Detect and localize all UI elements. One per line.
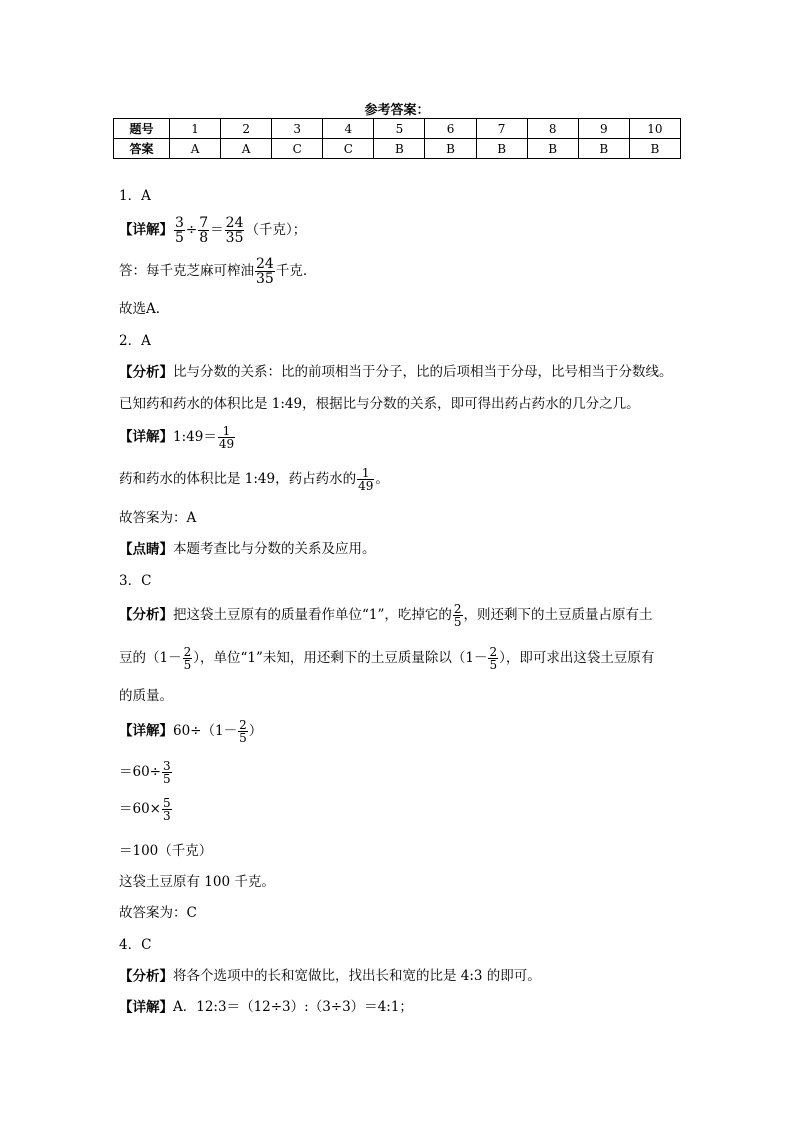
analysis-tag: 【分析】 (119, 364, 173, 381)
operator: ÷ (185, 221, 198, 238)
row-label-answer: 答案 (114, 139, 170, 159)
answer-row (114, 139, 681, 159)
table-cell: 1 (170, 119, 221, 139)
table-cell: 5 (374, 119, 425, 139)
numerator: 24 (225, 215, 244, 231)
q3-heading: 3．C (119, 573, 152, 589)
fraction (198, 216, 209, 245)
numerator: 3 (175, 215, 184, 231)
table-cell: A (170, 139, 221, 159)
numerator: 24 (256, 256, 274, 272)
text: 本题考查比与分数的关系及应用。 (173, 541, 376, 557)
numerator: 5 (163, 796, 171, 810)
table-cell: 6 (425, 119, 476, 139)
text: 1:49＝ (173, 428, 217, 445)
q3-analysis-1 (119, 603, 653, 628)
detail-tag: 【详解】 (119, 429, 173, 445)
table-cell: 8 (527, 119, 578, 139)
q3-detail-1 (119, 719, 262, 744)
denominator: 5 (183, 658, 192, 672)
text: 60÷（1－ (173, 722, 238, 739)
denominator: 49 (218, 437, 235, 451)
answer-key-title: 参考答案： (364, 103, 430, 118)
fraction (238, 719, 248, 744)
denominator: 35 (256, 271, 274, 287)
text: 豆的（1－ (119, 649, 182, 666)
detail-tag: 【详解】 (119, 222, 173, 238)
fraction (162, 797, 172, 822)
table-cell: B (476, 139, 527, 159)
denominator: 5 (239, 731, 247, 745)
text: ） (248, 722, 263, 739)
fraction (488, 646, 498, 671)
q3-detail-4: ＝100（千克） (119, 843, 213, 859)
q4-analysis (119, 970, 541, 984)
denominator: 8 (199, 230, 209, 246)
numerator: 2 (183, 645, 192, 659)
comment-tag: 【点睛】 (119, 541, 173, 558)
unit-text: （千克）； (245, 221, 307, 238)
numerator: 2 (453, 602, 462, 616)
detail-tag: 【详解】 (119, 999, 173, 1016)
numerator: 7 (199, 215, 209, 231)
numerator: 2 (239, 718, 247, 732)
q2-analysis-1 (119, 366, 673, 380)
text: 千克． (275, 262, 317, 279)
text: 答：每千克芝麻可榨油 (119, 262, 254, 279)
question-number-row (114, 119, 681, 139)
text: ＝60÷ (119, 763, 161, 780)
q3-analysis-3: 的质量。 (119, 688, 173, 704)
q3-conclusion: 这袋土豆原有 100 千克。 (119, 874, 275, 890)
q2-analysis-2: 已知药和药水的体积比是 1:49，根据比与分数的关系，即可得出药占药水的几分之几。 (119, 396, 640, 412)
table-cell: B (374, 139, 425, 159)
q3-detail-3 (119, 797, 173, 822)
equals-sign: ＝ (210, 221, 224, 238)
denominator: 5 (175, 230, 184, 246)
denominator: 5 (453, 615, 462, 629)
q2-detail (119, 425, 236, 450)
table-cell: 10 (629, 119, 680, 139)
table-cell: B (629, 139, 680, 159)
q3-answer: 故答案为：C (119, 905, 197, 921)
denominator: 5 (489, 658, 498, 672)
fraction (174, 216, 185, 245)
table-cell: C (323, 139, 374, 159)
text: ），即可求出这袋土豆原有 (499, 649, 655, 666)
q4-heading: 4．C (119, 937, 152, 953)
detail-tag: 【详解】 (119, 723, 173, 739)
text: ，则还剩下的土豆质量占原有土 (463, 606, 653, 623)
table-cell: C (272, 139, 323, 159)
text: A．12:3＝（12÷3）:（3÷3）＝4:1； (173, 999, 413, 1015)
table-cell: A (221, 139, 272, 159)
fraction (255, 257, 275, 286)
table-cell: 4 (323, 119, 374, 139)
table-cell: 3 (272, 119, 323, 139)
q4-detail (119, 1001, 413, 1015)
table-cell: B (578, 139, 629, 159)
text: 。 (375, 470, 389, 487)
table-cell: 7 (476, 119, 527, 139)
fraction (183, 646, 193, 671)
fraction (225, 216, 245, 245)
table-cell: 2 (221, 119, 272, 139)
table-cell: B (425, 139, 476, 159)
denominator: 3 (163, 809, 171, 823)
q3-analysis-2 (119, 646, 654, 671)
denominator: 5 (163, 772, 171, 786)
q2-answer: 故答案为：A (119, 510, 197, 526)
q3-detail-2 (119, 760, 173, 785)
numerator: 1 (357, 467, 374, 480)
text: 比与分数的关系：比的前项相当于分子，比的后项相当于分母，比号相当于分数线。 (173, 364, 673, 380)
table-cell: B (527, 139, 578, 159)
row-label-question: 题号 (114, 119, 170, 139)
fraction (357, 467, 374, 492)
q2-comment (119, 543, 376, 557)
q1-heading: 1．A (119, 188, 151, 204)
text: 药和药水的体积比是 1:49，药占药水的 (119, 470, 357, 487)
q2-result (119, 467, 389, 492)
fraction (162, 760, 172, 785)
q1-detail (119, 216, 306, 245)
q1-choice: 故选A． (119, 301, 170, 317)
text: 把这袋土豆原有的质量看作单位“1”，吃掉它的 (173, 606, 452, 623)
table-cell: 9 (578, 119, 629, 139)
analysis-tag: 【分析】 (119, 968, 173, 985)
q1-answer-statement (119, 257, 316, 286)
numerator: 1 (218, 425, 235, 438)
denominator: 35 (225, 230, 244, 246)
numerator: 3 (163, 759, 171, 773)
fraction (453, 603, 463, 628)
analysis-tag: 【分析】 (119, 607, 173, 623)
denominator: 49 (358, 479, 374, 493)
answer-table (113, 118, 681, 159)
text: ＝60× (119, 800, 161, 817)
fraction (218, 425, 235, 450)
numerator: 2 (489, 645, 498, 659)
text: 将各个选项中的长和宽做比，找出长和宽的比是 4:3 的即可。 (173, 968, 541, 984)
q2-heading: 2．A (119, 333, 151, 349)
text: ），单位“1”未知，用还剩下的土豆质量除以（1－ (193, 649, 488, 666)
